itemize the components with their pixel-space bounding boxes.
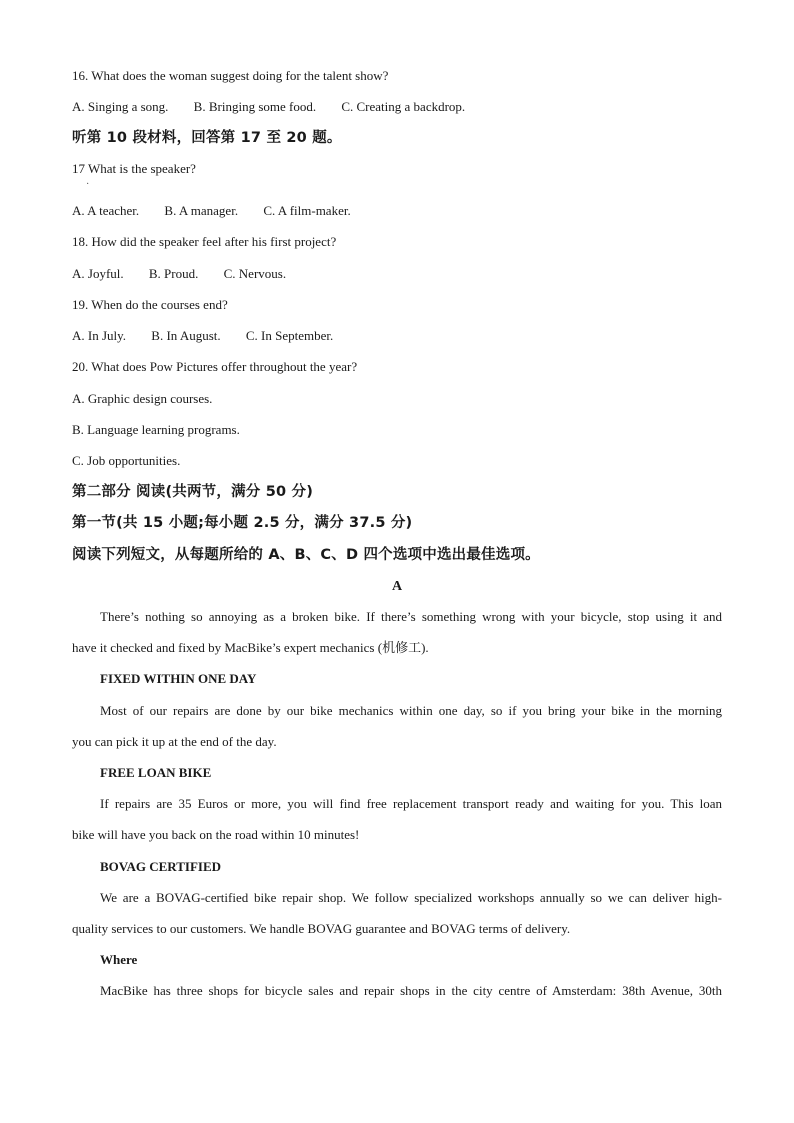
part-title: 第二部分 阅读(共两节，满分 50 分) <box>72 484 314 500</box>
option-c: C. A film-maker. <box>263 203 351 218</box>
option-b: B. Proud. <box>148 266 199 281</box>
reading-instruction: 阅读下列短文，从每题所给的 A、B、C、D 四个选项中选出最佳选项。 <box>72 547 540 563</box>
option-a: A. Joyful. <box>72 266 124 281</box>
heading-where: Where <box>100 952 138 967</box>
options-17 <box>72 202 351 220</box>
question-16: 16. What does the woman suggest doing for the talent show? <box>72 68 389 83</box>
passage-label: A <box>391 579 403 594</box>
section-title: 第一节(共 15 小题;每小题 2.5 分，满分 37.5 分) <box>72 515 413 531</box>
option-c: C. In September. <box>245 328 334 343</box>
p3-line-1: We are a BOVAG-certified bike repair shop. We follow specialized workshops annually so we can deliver high- <box>100 890 722 905</box>
option-a: A. Singing a song. <box>72 99 169 114</box>
stray-mark: · <box>86 179 90 190</box>
option-b: B. Language learning programs. <box>72 422 240 437</box>
option-b: B. In August. <box>151 328 221 343</box>
option-a: A. Graphic design courses. <box>72 391 213 406</box>
question-18: 18. How did the speaker feel after his first project? <box>72 234 337 249</box>
option-c: C. Job opportunities. <box>72 453 181 468</box>
p1-line-1: Most of our repairs are done by our bike mechanics within one day, so if you bring your bike in the morning <box>100 703 722 718</box>
section-10-instruction: 听第 10 段材料，回答第 17 至 20 题。 <box>72 130 342 146</box>
question-17: 17 What is the speaker? <box>72 161 196 176</box>
option-b: B. Bringing some food. <box>193 99 317 114</box>
p4-line-1: MacBike has three shops for bicycle sales and repair shops in the city centre of Amsterdam: 38th Avenue, 30th <box>100 983 722 998</box>
option-a: A. In July. <box>72 328 127 343</box>
options-16 <box>72 98 465 116</box>
intro-line-2: have it checked and fixed by MacBike’s expert mechanics (机修工). <box>72 640 429 655</box>
heading-loan: FREE LOAN BIKE <box>100 765 212 780</box>
p1-line-2: you can pick it up at the end of the day. <box>72 734 277 749</box>
p2-line-2: bike will have you back on the road within 10 minutes! <box>72 827 360 842</box>
intro-line-1: There’s nothing so annoying as a broken bike. If there’s something wrong with your bicycle, stop using it and <box>100 609 722 624</box>
heading-fixed: FIXED WITHIN ONE DAY <box>100 671 257 686</box>
question-20: 20. What does Pow Pictures offer throughout the year? <box>72 359 358 374</box>
options-18 <box>72 265 286 283</box>
heading-bovag: BOVAG CERTIFIED <box>100 859 222 874</box>
option-a: A. A teacher. <box>72 203 140 218</box>
options-19 <box>72 327 333 345</box>
question-19: 19. When do the courses end? <box>72 297 228 312</box>
option-c: C. Nervous. <box>223 266 287 281</box>
p3-line-2: quality services to our customers. We handle BOVAG guarantee and BOVAG terms of delivery. <box>72 921 571 936</box>
p2-line-1: If repairs are 35 Euros or more, you will find free replacement transport ready and waiting for you. This loan <box>100 796 722 811</box>
option-c: C. Creating a backdrop. <box>341 99 466 114</box>
option-b: B. A manager. <box>164 203 239 218</box>
